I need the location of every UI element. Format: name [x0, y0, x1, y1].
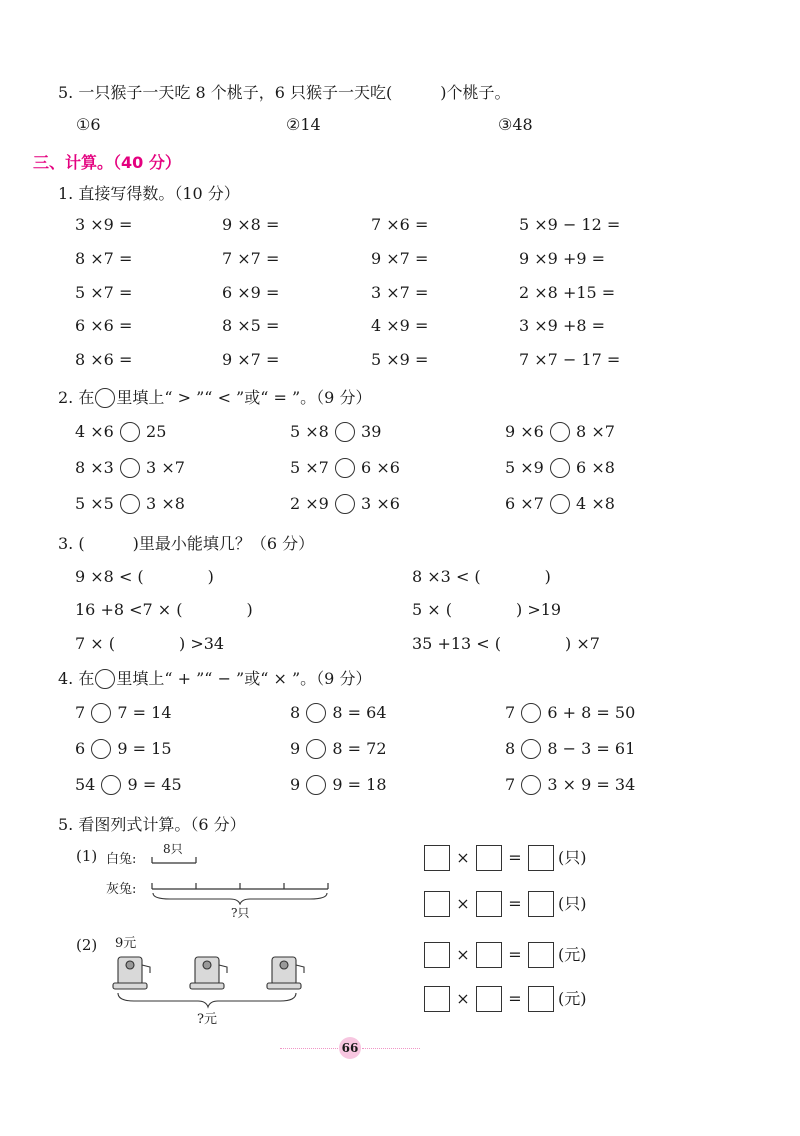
- answer-box[interactable]: [476, 942, 502, 968]
- operator-item: 7 7 = 14: [75, 703, 172, 722]
- pencil-sharpeners-illustration: [108, 945, 308, 1025]
- sharpener-price: 9元: [115, 936, 137, 951]
- compare-item: 6 ×7 4 ×8: [505, 494, 615, 513]
- compare-item: 5 ×9 6 ×8: [505, 458, 615, 477]
- part-5-title: 5. 看图列式计算。（6 分）: [58, 815, 246, 834]
- rabbit-total-label: ?只: [231, 906, 250, 920]
- gray-rabbit-label: 灰兔:: [106, 882, 137, 897]
- answer-box[interactable]: [476, 845, 502, 871]
- footer-divider-right: [362, 1048, 420, 1049]
- white-rabbit-label: 白兔:: [106, 852, 137, 867]
- answer-row: [420, 891, 587, 917]
- compare-circle[interactable]: [550, 458, 570, 478]
- unit-label: (只): [558, 894, 587, 913]
- calc-item: 9 ×7 =: [371, 249, 429, 268]
- pencil-sharpener-icon: [267, 957, 304, 989]
- times-sign: ×: [456, 945, 470, 964]
- calc-item: 2 ×8 +15 =: [519, 283, 616, 302]
- equals-sign: =: [508, 945, 522, 964]
- question-5-stem: 5. 一只猴子一天吃 8 个桃子，6 只猴子一天吃( )个桃子。: [58, 83, 511, 102]
- operator-circle[interactable]: [521, 775, 541, 795]
- answer-box[interactable]: [424, 891, 450, 917]
- compare-circle[interactable]: [120, 494, 140, 514]
- fill-item: 5 × ( ) >19: [412, 600, 562, 619]
- compare-item: 5 ×8 39: [290, 422, 382, 441]
- calc-item: 5 ×7 =: [75, 283, 133, 302]
- operator-item: 8 8 = 64: [290, 703, 387, 722]
- compare-circle[interactable]: [120, 458, 140, 478]
- answer-box[interactable]: [528, 986, 554, 1012]
- times-sign: ×: [456, 989, 470, 1008]
- answer-box[interactable]: [528, 891, 554, 917]
- option-1: ①6: [76, 115, 101, 134]
- compare-circle[interactable]: [120, 422, 140, 442]
- calc-item: 8 ×6 =: [75, 350, 133, 369]
- part-2-title-start: 2. 在: [58, 388, 95, 407]
- calc-item: 3 ×9 +8 =: [519, 316, 606, 335]
- fill-item: 16 +8 <7 × ( ): [75, 600, 253, 619]
- calc-item: 7 ×7 =: [222, 249, 280, 268]
- compare-item: 2 ×9 3 ×6: [290, 494, 400, 513]
- compare-circle[interactable]: [335, 458, 355, 478]
- answer-box[interactable]: [528, 845, 554, 871]
- footer-divider-left: [280, 1048, 338, 1049]
- operator-circle[interactable]: [91, 739, 111, 759]
- calc-item: 9 ×8 =: [222, 215, 280, 234]
- operator-circle[interactable]: [521, 703, 541, 723]
- compare-item: 9 ×6 8 ×7: [505, 422, 615, 441]
- calc-item: 4 ×9 =: [371, 316, 429, 335]
- answer-box[interactable]: [528, 942, 554, 968]
- compare-circle[interactable]: [550, 494, 570, 514]
- operator-item: 7 6 + 8 = 50: [505, 703, 636, 722]
- answer-box[interactable]: [476, 986, 502, 1012]
- calc-item: 7 ×6 =: [371, 215, 429, 234]
- option-2: ②14: [286, 115, 321, 134]
- white-rabbit-count: 8只: [163, 842, 183, 856]
- equals-sign: =: [508, 989, 522, 1008]
- page-number: 66: [339, 1037, 361, 1059]
- calc-item: 6 ×9 =: [222, 283, 280, 302]
- calc-item: 3 ×9 =: [75, 215, 133, 234]
- calc-item: 5 ×9 =: [371, 350, 429, 369]
- answer-row: [420, 986, 587, 1012]
- part-1-title: 1. 直接写得数。（10 分）: [58, 184, 240, 203]
- equals-sign: =: [508, 848, 522, 867]
- answer-row: [420, 845, 587, 871]
- unit-label: (元): [558, 945, 587, 964]
- pencil-sharpener-icon: [113, 957, 150, 989]
- part-4-title-end: 里填上“ + ”“ − ”或“ × ”。（9 分）: [116, 669, 372, 688]
- fill-item: 7 × ( ) >34: [75, 634, 225, 653]
- operator-circle[interactable]: [306, 775, 326, 795]
- calc-item: 7 ×7 − 17 =: [519, 350, 621, 369]
- operator-item: 9 9 = 18: [290, 775, 387, 794]
- calc-item: 9 ×7 =: [222, 350, 280, 369]
- compare-item: 5 ×5 3 ×8: [75, 494, 185, 513]
- compare-item: 8 ×3 3 ×7: [75, 458, 185, 477]
- part-2-title-end: 里填上“ > ”“ < ”或“ = ”。（9 分）: [116, 388, 372, 407]
- fill-item: 8 ×3 < ( ): [412, 567, 551, 586]
- answer-box[interactable]: [476, 891, 502, 917]
- option-3: ③48: [498, 115, 533, 134]
- part-4-title: [58, 666, 371, 689]
- operator-item: 7 3 × 9 = 34: [505, 775, 636, 794]
- operator-item: 6 9 = 15: [75, 739, 172, 758]
- calc-item: 6 ×6 =: [75, 316, 133, 335]
- operator-circle[interactable]: [91, 703, 111, 723]
- compare-circle[interactable]: [335, 422, 355, 442]
- operator-circle[interactable]: [306, 703, 326, 723]
- calc-item: 8 ×5 =: [222, 316, 280, 335]
- section-3-title: 三、计算。（40 分）: [33, 153, 181, 172]
- answer-box[interactable]: [424, 845, 450, 871]
- equals-sign: =: [508, 894, 522, 913]
- compare-circle[interactable]: [335, 494, 355, 514]
- figure-2-label: (2): [76, 936, 98, 954]
- part-4-title-start: 4. 在: [58, 669, 95, 688]
- calc-item: 5 ×9 − 12 =: [519, 215, 621, 234]
- times-sign: ×: [456, 848, 470, 867]
- sharpener-total-label: ?元: [197, 1012, 217, 1027]
- times-sign: ×: [456, 894, 470, 913]
- operator-item: 8 8 − 3 = 61: [505, 739, 636, 758]
- fill-item: 9 ×8 < ( ): [75, 567, 214, 586]
- part-3-title: 3. ( )里最小能填几？（6 分）: [58, 534, 315, 553]
- calc-item: 8 ×7 =: [75, 249, 133, 268]
- rabbit-line-diagram: [150, 845, 330, 905]
- answer-box[interactable]: [424, 986, 450, 1012]
- answer-box[interactable]: [424, 942, 450, 968]
- circle-blank-icon: [95, 388, 115, 408]
- figure-1-label: (1): [76, 847, 98, 865]
- calc-item: 9 ×9 +9 =: [519, 249, 606, 268]
- operator-circle[interactable]: [306, 739, 326, 759]
- compare-item: 5 ×7 6 ×6: [290, 458, 400, 477]
- operator-circle[interactable]: [101, 775, 121, 795]
- fill-item: 35 +13 < ( ) ×7: [412, 634, 600, 653]
- operator-item: 9 8 = 72: [290, 739, 387, 758]
- answer-row: [420, 942, 587, 968]
- pencil-sharpener-icon: [190, 957, 227, 989]
- unit-label: (元): [558, 989, 587, 1008]
- circle-blank-icon: [95, 669, 115, 689]
- compare-circle[interactable]: [550, 422, 570, 442]
- operator-circle[interactable]: [521, 739, 541, 759]
- unit-label: (只): [558, 848, 587, 867]
- part-2-title: [58, 385, 371, 408]
- operator-item: 54 9 = 45: [75, 775, 182, 794]
- calc-item: 3 ×7 =: [371, 283, 429, 302]
- compare-item: 4 ×6 25: [75, 422, 167, 441]
